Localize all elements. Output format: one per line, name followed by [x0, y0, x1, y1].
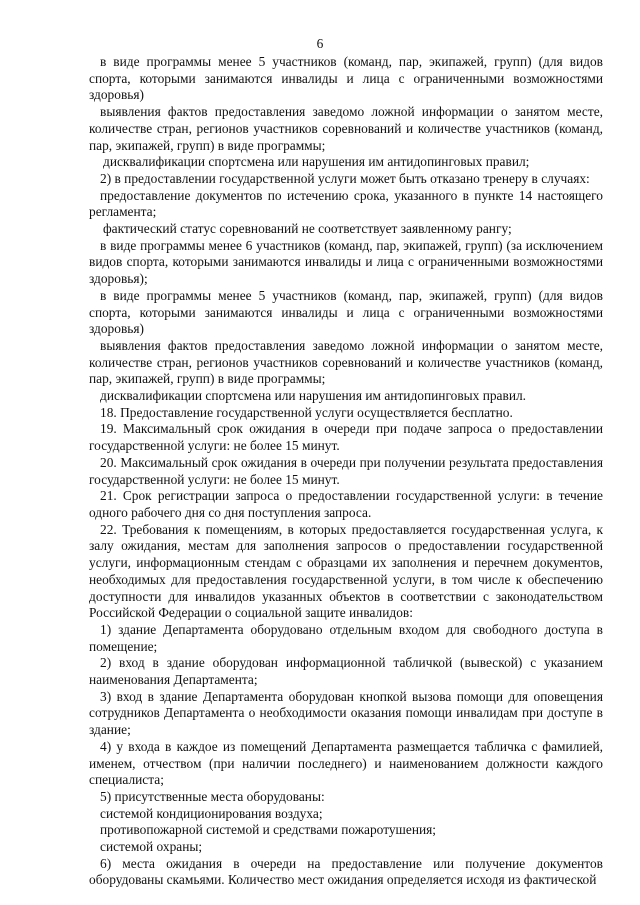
- paragraph: 1) здание Департамента оборудовано отдельным входом для свободного доступа в помещение;: [89, 621, 603, 654]
- paragraph: 20. Максимальный срок ожидания в очереди при получении результата предоставления государственной услуги: не более 15 минут.: [89, 454, 603, 487]
- body-text: [89, 54, 603, 889]
- paragraph: в виде программы менее 6 участников (команд, пар, экипажей, групп) (за исключением видов спорта, которыми занимаются инвалиды и лица с ограниченными возможностями здоровья);: [89, 237, 603, 287]
- paragraph: 2) вход в здание оборудован информационной табличкой (вывеской) с указанием наименования Департамента;: [89, 655, 603, 688]
- paragraph: 3) вход в здание Департамента оборудован кнопкой вызова помощи для оповещения сотрудников Департамента о необходимости оказания помощи инвалидам при доступе в здание;: [89, 688, 603, 738]
- paragraph: в виде программы менее 5 участников (команд, пар, экипажей, групп) (для видов спорта, которыми занимаются инвалиды и лица с ограниченными возможностями здоровья): [89, 54, 603, 103]
- page-number: 6: [316, 36, 324, 51]
- paragraph: 21. Срок регистрации запроса о предоставлении государственной услуги: в течение одного рабочего дня со дня поступления запроса.: [89, 488, 603, 520]
- paragraph: 6) места ожидания в очереди на предоставление или получение документов оборудованы скамьями. Количество мест ожидания определяется исходя из фактической: [89, 855, 603, 888]
- paragraph: выявления фактов предоставления заведомо ложной информации о занятом месте, количестве стран, регионов участников соревнований и количестве участников (команд, пар, экипажей, групп) в виде программы;: [89, 104, 603, 153]
- paragraph: дисквалификации спортсмена или нарушения им антидопинговых правил;: [103, 154, 530, 170]
- paragraph: системой кондиционирования воздуха;: [100, 805, 323, 821]
- paragraph: 19. Максимальный срок ожидания в очереди при подаче запроса о предоставлении государственной услуги: не более 15 минут.: [89, 421, 603, 454]
- paragraph: 4) у входа в каждое из помещений Департамента размещается табличка с фамилией, именем, отчеством (при наличии последнего) и наименованием должности каждого специалиста;: [89, 738, 603, 788]
- paragraph: 18. Предоставление государственной услуги осуществляется бесплатно.: [100, 404, 513, 420]
- paragraph: фактический статус соревнований не соответствует заявленному рангу;: [103, 221, 512, 237]
- paragraph: 5) присутственные места оборудованы:: [100, 788, 325, 804]
- paragraph: выявления фактов предоставления заведомо ложной информации о занятом месте, количестве стран, регионов участников соревнований и количестве участников (команд, пар, экипажей, групп) в виде программы;: [89, 337, 603, 387]
- paragraph: 22. Требования к помещениям, в которых предоставляется государственная услуга, к залу ожидания, местам для заполнения запросов о предоставлении государственной услуги, информационным стендам с образцами их заполнения и перечнем документов, необходимых для предоставления государственной услуги, в том числе к обеспечению доступности для инвалидов указанных объектов в соответствии с законодательством Российской Федерации о социальной защите инвалидов:: [89, 521, 603, 621]
- paragraph: предоставление документов по истечению срока, указанного в пункте 14 настоящего регламента;: [89, 187, 603, 220]
- paragraph: дисквалификации спортсмена или нарушения им антидопинговых правил.: [100, 388, 527, 404]
- paragraph: 2) в предоставлении государственной услуги может быть отказано тренеру в случаях:: [100, 170, 590, 186]
- paragraph: в виде программы менее 5 участников (команд, пар, экипажей, групп) (для видов спорта, которыми занимаются инвалиды и лица с ограниченными возможностями здоровья): [89, 287, 603, 337]
- paragraph: противопожарной системой и средствами пожаротушения;: [100, 822, 437, 838]
- paragraph: системой охраны;: [100, 839, 203, 855]
